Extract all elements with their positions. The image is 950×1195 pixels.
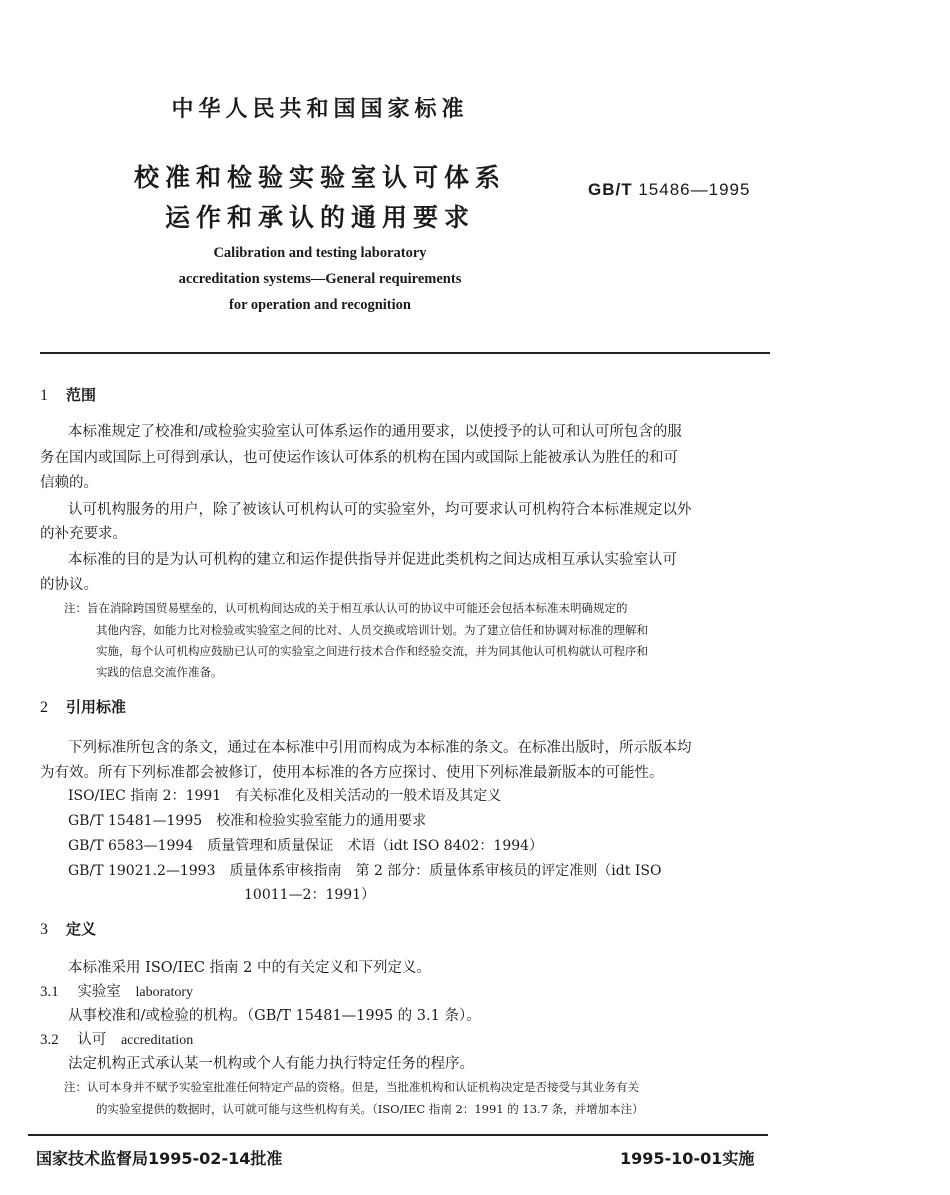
title-cn-line1: 校准和检验实验室认可体系	[133, 163, 506, 192]
section1-number: 1	[40, 387, 48, 404]
title-en-line3: for operation and recognition	[229, 297, 411, 313]
section3-note-line2: 的实验室提供的数据时，认可就可能与这些机构有关。（ISO/IEC 指南 2：1991 的 13.7 条，并增加本注）	[96, 1102, 644, 1116]
definition-term-en: accreditation	[120, 1033, 194, 1048]
section1-p3-line2: 的协议。	[40, 577, 98, 593]
section1-p2-line1: 认可机构服务的用户，除了被该认可机构认可的实验室外，均可要求认可机构符合本标准规定以外	[68, 502, 692, 518]
section2-title: 引用标准	[66, 698, 127, 716]
effective-date: 1995-10-01实施	[620, 1149, 755, 1168]
section3-title: 定义	[66, 920, 97, 938]
definition-term-en: laboratory	[135, 985, 193, 1000]
section3-heading	[40, 918, 96, 939]
definition-term: 实验室	[77, 984, 121, 1000]
title-en-line1: Calibration and testing laboratory	[213, 245, 427, 261]
standard-code	[588, 180, 750, 200]
reference-item: GB/T 15481—1995 校准和检验实验室能力的通用要求	[68, 813, 427, 829]
section1-note-line2: 其他内容，如能力比对检验或实验室之间的比对、人员交换或培训计划。为了建立信任和协调对标准的理解和	[96, 623, 648, 637]
footer-divider	[28, 1134, 768, 1136]
section1-p1-line1: 本标准规定了校准和/或检验实验室认可体系运作的通用要求，以使授予的认可和认可所包含的服	[68, 424, 682, 440]
reference-item: GB/T 6583—1994 质量管理和质量保证 术语（idt ISO 8402：1994）	[68, 838, 544, 854]
definition-3-2-text: 法定机构正式承认某一机构或个人有能力执行特定任务的程序。	[68, 1056, 474, 1072]
section2-p1-line1: 下列标准所包含的条文，通过在本标准中引用而构成为本标准的条文。在标准出版时，所示版本均	[68, 740, 692, 756]
definition-3-2-heading	[40, 1028, 193, 1049]
reference-item: ISO/IEC 指南 2：1991 有关标准化及相关活动的一般术语及其定义	[68, 788, 502, 804]
section2-number: 2	[40, 699, 48, 716]
section1-p1-line3: 信赖的。	[40, 475, 98, 491]
section1-p1-line2: 务在国内或国际上可得到承认，也可使运作该认可体系的机构在国内或国际上能被承认为胜任的和可	[40, 450, 678, 466]
section3-note-line1: 注：认可本身并不赋予实验室批准任何特定产品的资格。但是，当批准机构和认证机构决定是否接受与其业务有关	[64, 1080, 639, 1094]
section1-title: 范围	[66, 386, 97, 404]
section1-note-line1: 注：旨在消除跨国贸易壁垒的，认可机构间达成的关于相互承认认可的协议中可能还会包括本标准未明确规定的	[64, 601, 628, 615]
section1-p3-line1: 本标准的目的是为认可机构的建立和运作提供指导并促进此类机构之间达成相互承认实验室认可	[68, 552, 677, 568]
reference-item-continuation: 10011—2：1991）	[244, 887, 376, 903]
section1-note-line3: 实施，每个认可机构应鼓励已认可的实验室之间进行技术合作和经验交流，并为同其他认可机构就认可程序和	[96, 644, 648, 658]
section3-number: 3	[40, 921, 48, 938]
reference-item: GB/T 19021.2—1993 质量体系审核指南 第 2 部分：质量体系审核员的评定准则（idt ISO	[68, 863, 662, 879]
definition-number: 3.1	[40, 984, 59, 1000]
section1-heading	[40, 384, 96, 405]
section2-heading	[40, 696, 126, 717]
title-en-line2: accreditation systems—General requirements	[178, 271, 462, 287]
section3-intro: 本标准采用 ISO/IEC 指南 2 中的有关定义和下列定义。	[68, 960, 432, 976]
section2-p1-line2: 为有效。所有下列标准都会被修订，使用本标准的各方应探讨、使用下列标准最新版本的可能性。	[40, 765, 664, 781]
standard-prefix: GB/T	[588, 180, 633, 199]
definition-term: 认可	[77, 1032, 107, 1048]
header-divider	[40, 352, 770, 354]
title-cn-line2: 运作和承认的通用要求	[164, 203, 475, 232]
definition-number: 3.2	[40, 1032, 59, 1048]
definition-3-1-text: 从事校准和/或检验的机构。（GB/T 15481—1995 的 3.1 条）。	[68, 1008, 481, 1024]
definition-3-1-heading	[40, 980, 193, 1001]
national-standard-label: 中华人民共和国国家标准	[171, 97, 469, 122]
approval-date: 国家技术监督局1995-02-14批准	[36, 1149, 283, 1168]
section1-p2-line2: 的补充要求。	[40, 526, 127, 542]
standard-number: 15486—1995	[638, 180, 751, 199]
section1-note-line4: 实践的信息交流作准备。	[96, 665, 223, 679]
